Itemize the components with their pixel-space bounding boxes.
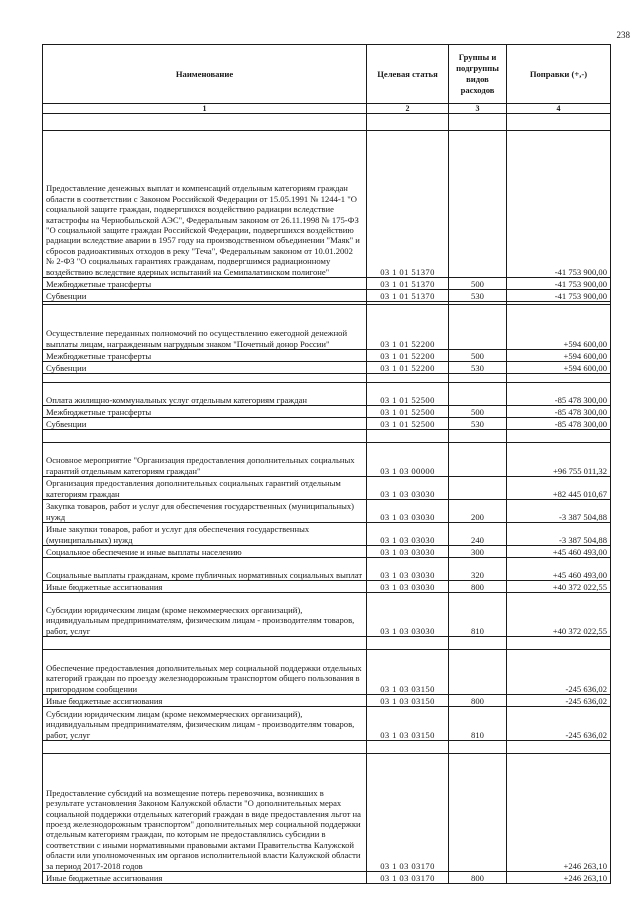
row-amount-cell: +45 460 493,00 <box>507 558 611 581</box>
row-name-cell: Предоставление субсидий на возмещение потерь перевозчика, возникших в результате установления Законом Калужской области "О дополнительных мерах социальной поддержки отдельных категорий граждан в виде предоставления льгот на проезд железнодорожным транспортом" дополнительных мер социальной поддержки отдельным категориям граждан, по которым не предоставлялись субсидии в соответствии с иными нормативными правовыми актами Правительства Калужской области или уполномоченных им органов исполнительной власти Калужской области за период 2017-2018 годов <box>43 754 367 872</box>
row-expense-group-cell: 810 <box>449 593 507 637</box>
row-name-cell: Социальные выплаты гражданам, кроме публичных нормативных социальных выплат <box>43 558 367 581</box>
table-row <box>43 418 611 430</box>
row-name-cell: Субвенции <box>43 290 367 302</box>
gap-cell <box>449 741 507 754</box>
row-target-cell: 03 1 01 52500 <box>367 418 449 430</box>
row-name-cell: Обеспечение предоставления дополнительных мер социальной поддержки отдельных категорий граждан по проезду железнодорожным транспортом общего пользования в пригородном сообщении <box>43 650 367 695</box>
row-expense-group-cell: 500 <box>449 278 507 290</box>
row-expense-group-cell <box>449 383 507 406</box>
row-target-cell: 03 1 01 52500 <box>367 406 449 418</box>
table-row <box>43 362 611 374</box>
table-row <box>43 593 611 637</box>
gap-cell <box>367 114 449 131</box>
gap-cell <box>507 637 611 650</box>
row-name-cell: Осуществление переданных полномочий по осуществлению ежегодной денежной выплаты лицам, награжденным нагрудным знаком "Почетный донор России" <box>43 305 367 350</box>
row-amount-cell: -85 478 300,00 <box>507 418 611 430</box>
row-expense-group-cell: 500 <box>449 406 507 418</box>
row-name-cell: Организация предоставления дополнительных социальных гарантий отдельным категориям граждан <box>43 477 367 500</box>
row-name-cell: Иные бюджетные ассигнования <box>43 695 367 707</box>
table-row <box>43 754 611 872</box>
row-name-cell: Закупка товаров, работ и услуг для обеспечения государственных (муниципальных) нужд <box>43 500 367 523</box>
row-name-cell: Иные бюджетные ассигнования <box>43 872 367 884</box>
row-target-cell: 03 1 03 03170 <box>367 872 449 884</box>
row-amount-cell: -85 478 300,00 <box>507 383 611 406</box>
gap-cell <box>507 114 611 131</box>
row-target-cell: 03 1 01 52500 <box>367 383 449 406</box>
row-expense-group-cell: 810 <box>449 707 507 741</box>
column-header-groups: Группы и подгруппы видов расходов <box>449 45 507 104</box>
row-amount-cell: +246 263,10 <box>507 872 611 884</box>
row-amount-cell: -41 753 900,00 <box>507 278 611 290</box>
row-target-cell: 03 1 03 00000 <box>367 443 449 477</box>
row-target-cell: 03 1 01 52200 <box>367 362 449 374</box>
row-target-cell: 03 1 03 03030 <box>367 477 449 500</box>
row-target-cell: 03 1 01 52200 <box>367 305 449 350</box>
row-target-cell: 03 1 03 03030 <box>367 546 449 558</box>
column-number-1: 1 <box>43 104 367 114</box>
row-name-cell: Межбюджетные трансферты <box>43 278 367 290</box>
row-expense-group-cell: 320 <box>449 558 507 581</box>
column-number-2: 2 <box>367 104 449 114</box>
row-amount-cell: -3 387 504,88 <box>507 500 611 523</box>
row-amount-cell: +96 755 011,32 <box>507 443 611 477</box>
row-expense-group-cell: 800 <box>449 872 507 884</box>
row-gap <box>43 741 611 754</box>
row-expense-group-cell <box>449 305 507 350</box>
row-expense-group-cell: 500 <box>449 350 507 362</box>
table-row <box>43 872 611 884</box>
row-target-cell: 03 1 03 03150 <box>367 707 449 741</box>
table-row <box>43 650 611 695</box>
table-row <box>43 546 611 558</box>
gap-cell <box>367 741 449 754</box>
row-name-cell: Субсидии юридическим лицам (кроме некоммерческих организаций), индивидуальным предпринимателям, физическим лицам - производителям товаров, работ, услуг <box>43 707 367 741</box>
row-amount-cell: -85 478 300,00 <box>507 406 611 418</box>
row-expense-group-cell <box>449 477 507 500</box>
table-row <box>43 383 611 406</box>
row-amount-cell: +82 445 010,67 <box>507 477 611 500</box>
row-target-cell: 03 1 01 51370 <box>367 290 449 302</box>
table-row <box>43 707 611 741</box>
table-body <box>43 114 611 884</box>
row-name-cell: Субвенции <box>43 362 367 374</box>
row-expense-group-cell: 800 <box>449 581 507 593</box>
gap-cell <box>367 374 449 383</box>
row-amount-cell: -245 636,02 <box>507 707 611 741</box>
row-expense-group-cell <box>449 443 507 477</box>
row-target-cell: 03 1 03 03030 <box>367 581 449 593</box>
table-row <box>43 523 611 546</box>
row-name-cell: Предоставление денежных выплат и компенсаций отдельным категориям граждан области в соответствии с Законом Российской Федерации от 15.05.1991 № 1244-1 "О социальной защите граждан, подвергшихся воздействию радиации вследствие катастрофы на Чернобыльской АЭС", Федеральным законом от 26.11.1998 № 175-ФЗ "О социальной защите граждан Российской Федерации, подвергшихся воздействию радиации вследствие аварии в 1957 году на производственном объединении "Маяк" и сбросов радиоактивных отходов в реку "Теча", Федеральным законом от 10.01.2002 № 2-ФЗ "О социальных гарантиях гражданам, подвергшимся радиационному воздействию вследствие ядерных испытаний на Семипалатинском полигоне" <box>43 131 367 278</box>
row-name-cell: Иные закупки товаров, работ и услуг для обеспечения государственных (муниципальных) нужд <box>43 523 367 546</box>
row-amount-cell: +594 600,00 <box>507 350 611 362</box>
table-row <box>43 443 611 477</box>
row-target-cell: 03 1 01 52200 <box>367 350 449 362</box>
row-expense-group-cell: 530 <box>449 362 507 374</box>
gap-cell <box>43 374 367 383</box>
table-row <box>43 695 611 707</box>
table-row <box>43 500 611 523</box>
row-target-cell: 03 1 03 03150 <box>367 695 449 707</box>
row-expense-group-cell: 800 <box>449 695 507 707</box>
table-row <box>43 278 611 290</box>
row-expense-group-cell: 530 <box>449 290 507 302</box>
gap-cell <box>507 374 611 383</box>
table-row <box>43 581 611 593</box>
gap-cell <box>507 430 611 443</box>
row-expense-group-cell: 300 <box>449 546 507 558</box>
row-name-cell: Субсидии юридическим лицам (кроме некоммерческих организаций), индивидуальным предпринимателям, физическим лицам - производителям товаров, работ, услуг <box>43 593 367 637</box>
column-header-target: Целевая статья <box>367 45 449 104</box>
row-amount-cell: -41 753 900,00 <box>507 131 611 278</box>
gap-cell <box>367 637 449 650</box>
row-amount-cell: +594 600,00 <box>507 362 611 374</box>
row-name-cell: Основное мероприятие "Организация предоставления дополнительных социальных гарантий отдельным категориям граждан" <box>43 443 367 477</box>
row-target-cell: 03 1 01 51370 <box>367 131 449 278</box>
page-number: 238 <box>616 30 630 40</box>
row-amount-cell: -245 636,02 <box>507 650 611 695</box>
gap-cell <box>43 430 367 443</box>
row-target-cell: 03 1 03 03030 <box>367 500 449 523</box>
row-amount-cell: -3 387 504,88 <box>507 523 611 546</box>
gap-cell <box>43 637 367 650</box>
table-row <box>43 290 611 302</box>
row-target-cell: 03 1 01 51370 <box>367 278 449 290</box>
row-name-cell: Иные бюджетные ассигнования <box>43 581 367 593</box>
row-amount-cell: -245 636,02 <box>507 695 611 707</box>
column-header-name: Наименование <box>43 45 367 104</box>
row-target-cell: 03 1 03 03030 <box>367 558 449 581</box>
row-gap <box>43 374 611 383</box>
row-name-cell: Межбюджетные трансферты <box>43 350 367 362</box>
row-gap <box>43 430 611 443</box>
row-name-cell: Межбюджетные трансферты <box>43 406 367 418</box>
row-amount-cell: +594 600,00 <box>507 305 611 350</box>
row-target-cell: 03 1 03 03030 <box>367 523 449 546</box>
gap-cell <box>449 430 507 443</box>
row-amount-cell: +246 263,10 <box>507 754 611 872</box>
gap-cell <box>449 637 507 650</box>
table-row <box>43 477 611 500</box>
column-number-4: 4 <box>507 104 611 114</box>
row-amount-cell: -41 753 900,00 <box>507 290 611 302</box>
row-target-cell: 03 1 03 03030 <box>367 593 449 637</box>
table-row <box>43 350 611 362</box>
gap-cell <box>449 114 507 131</box>
row-expense-group-cell <box>449 650 507 695</box>
row-name-cell: Оплата жилищно-коммунальных услуг отдельным категориям граждан <box>43 383 367 406</box>
gap-cell <box>43 114 367 131</box>
column-number-3: 3 <box>449 104 507 114</box>
table-row <box>43 305 611 350</box>
row-name-cell: Социальное обеспечение и иные выплаты населению <box>43 546 367 558</box>
gap-cell <box>43 741 367 754</box>
row-amount-cell: +40 372 022,55 <box>507 593 611 637</box>
row-expense-group-cell <box>449 131 507 278</box>
budget-amendments-table <box>42 44 611 884</box>
row-expense-group-cell <box>449 754 507 872</box>
column-header-amount: Поправки (+,-) <box>507 45 611 104</box>
row-amount-cell: +40 372 022,55 <box>507 581 611 593</box>
row-amount-cell: +45 460 493,00 <box>507 546 611 558</box>
gap-cell <box>507 741 611 754</box>
row-target-cell: 03 1 03 03170 <box>367 754 449 872</box>
row-target-cell: 03 1 03 03150 <box>367 650 449 695</box>
row-expense-group-cell: 240 <box>449 523 507 546</box>
table-row <box>43 558 611 581</box>
gap-cell <box>367 430 449 443</box>
row-name-cell: Субвенции <box>43 418 367 430</box>
table-row <box>43 131 611 278</box>
row-gap <box>43 114 611 131</box>
gap-cell <box>449 374 507 383</box>
table-row <box>43 406 611 418</box>
row-gap <box>43 637 611 650</box>
row-expense-group-cell: 530 <box>449 418 507 430</box>
row-expense-group-cell: 200 <box>449 500 507 523</box>
